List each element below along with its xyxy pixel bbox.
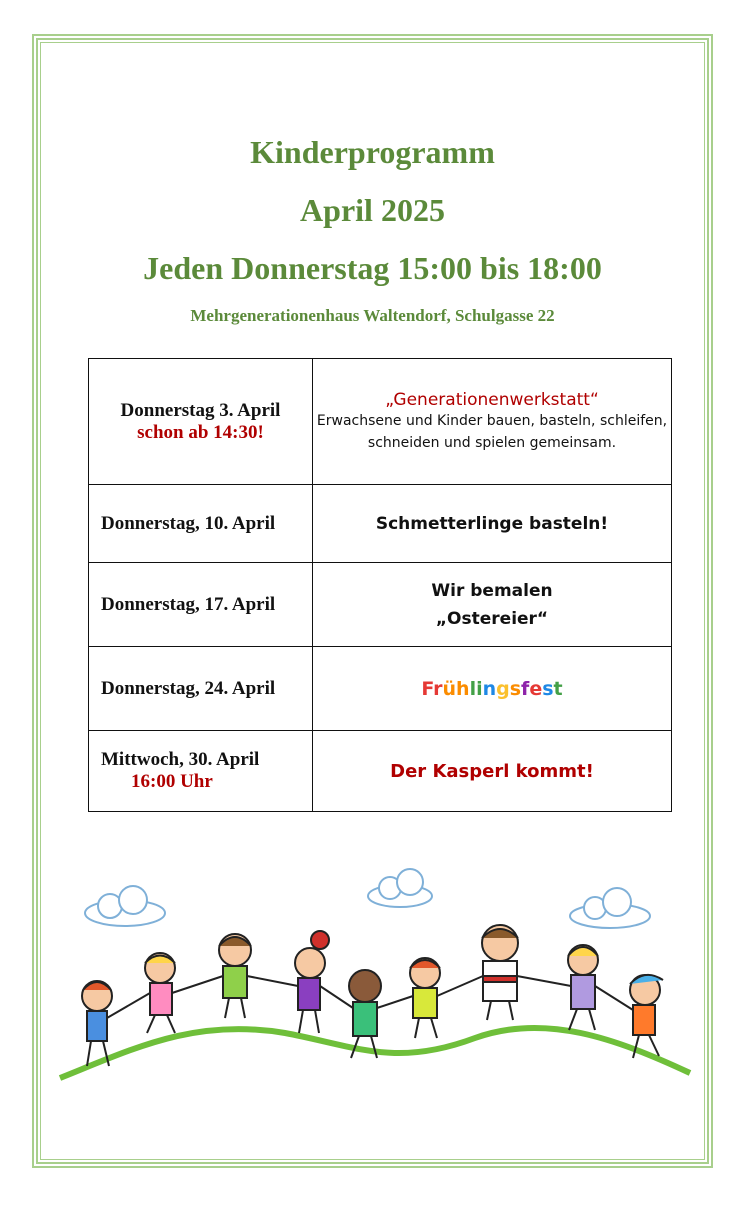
rainbow-letter: i xyxy=(476,677,483,700)
rainbow-letter: ü xyxy=(442,677,457,700)
activity-cell xyxy=(313,647,672,731)
table-row xyxy=(89,563,672,647)
cloud-icon xyxy=(85,886,165,926)
page-title: Kinderprogramm xyxy=(250,134,495,170)
time-note: schon ab 14:30! xyxy=(137,421,264,443)
activity-title: Der Kasperl kommt! xyxy=(390,760,594,782)
rainbow-letter: g xyxy=(496,677,510,700)
rainbow-letter: t xyxy=(553,677,563,700)
activity-desc-line: schneiden und spielen gemeinsam. xyxy=(367,434,617,451)
rainbow-letter: f xyxy=(521,677,530,700)
child-figure xyxy=(568,945,598,1030)
activity-cell xyxy=(313,485,672,563)
child-figure xyxy=(295,931,329,1033)
program-table xyxy=(88,358,672,812)
child-figure xyxy=(349,970,381,1058)
date-cell xyxy=(89,647,313,731)
children-holding-hands-icon xyxy=(55,868,695,1088)
rainbow-letter: e xyxy=(529,677,543,700)
activity-cell xyxy=(313,731,672,812)
activity-cell xyxy=(313,359,672,485)
date-label: Donnerstag, 10. April xyxy=(101,512,276,534)
activity-title: „Generationenwerkstatt“ xyxy=(385,389,599,410)
child-figure xyxy=(219,934,251,1018)
child-figure xyxy=(630,975,663,1058)
table-row xyxy=(89,485,672,563)
activity-desc-line: Erwachsene und Kinder bauen, basteln, schleifen, xyxy=(316,412,668,429)
rainbow-letter: F xyxy=(421,677,434,700)
rainbow-letter: r xyxy=(433,677,443,700)
child-figure xyxy=(410,958,440,1038)
date-label: Donnerstag 3. April xyxy=(120,399,281,421)
rainbow-letter: h xyxy=(456,677,470,700)
cloud-icon xyxy=(570,888,650,928)
rainbow-letter: n xyxy=(482,677,497,700)
date-cell xyxy=(89,359,313,485)
time-note: 16:00 Uhr xyxy=(131,771,213,792)
activity-cell xyxy=(313,563,672,647)
rainbow-letter: s xyxy=(542,677,554,700)
table-row xyxy=(89,731,672,812)
table-row xyxy=(89,647,672,731)
child-figure xyxy=(82,981,112,1066)
date-label: Donnerstag, 24. April xyxy=(101,677,276,699)
rainbow-letter: s xyxy=(509,677,522,700)
fruehlingsfest-title xyxy=(314,678,670,700)
activity-title: Wir bemalen xyxy=(431,580,553,601)
child-figure xyxy=(482,925,518,1020)
activity-title: Schmetterlinge basteln! xyxy=(375,513,609,534)
table-row xyxy=(89,359,672,485)
date-cell xyxy=(89,731,313,812)
date-label: Donnerstag, 17. April xyxy=(101,593,276,615)
month-heading: April 2025 xyxy=(300,192,445,228)
date-label: Mittwoch, 30. April xyxy=(101,749,260,770)
location-line: Mehrgenerationenhaus Waltendorf, Schulgasse 22 xyxy=(190,306,555,325)
schedule-heading: Jeden Donnerstag 15:00 bis 18:00 xyxy=(143,250,602,286)
activity-title: „Ostereier“ xyxy=(435,608,549,629)
rainbow-letter: l xyxy=(469,677,477,700)
date-cell xyxy=(89,563,313,647)
date-cell xyxy=(89,485,313,563)
cloud-icon xyxy=(368,869,432,907)
